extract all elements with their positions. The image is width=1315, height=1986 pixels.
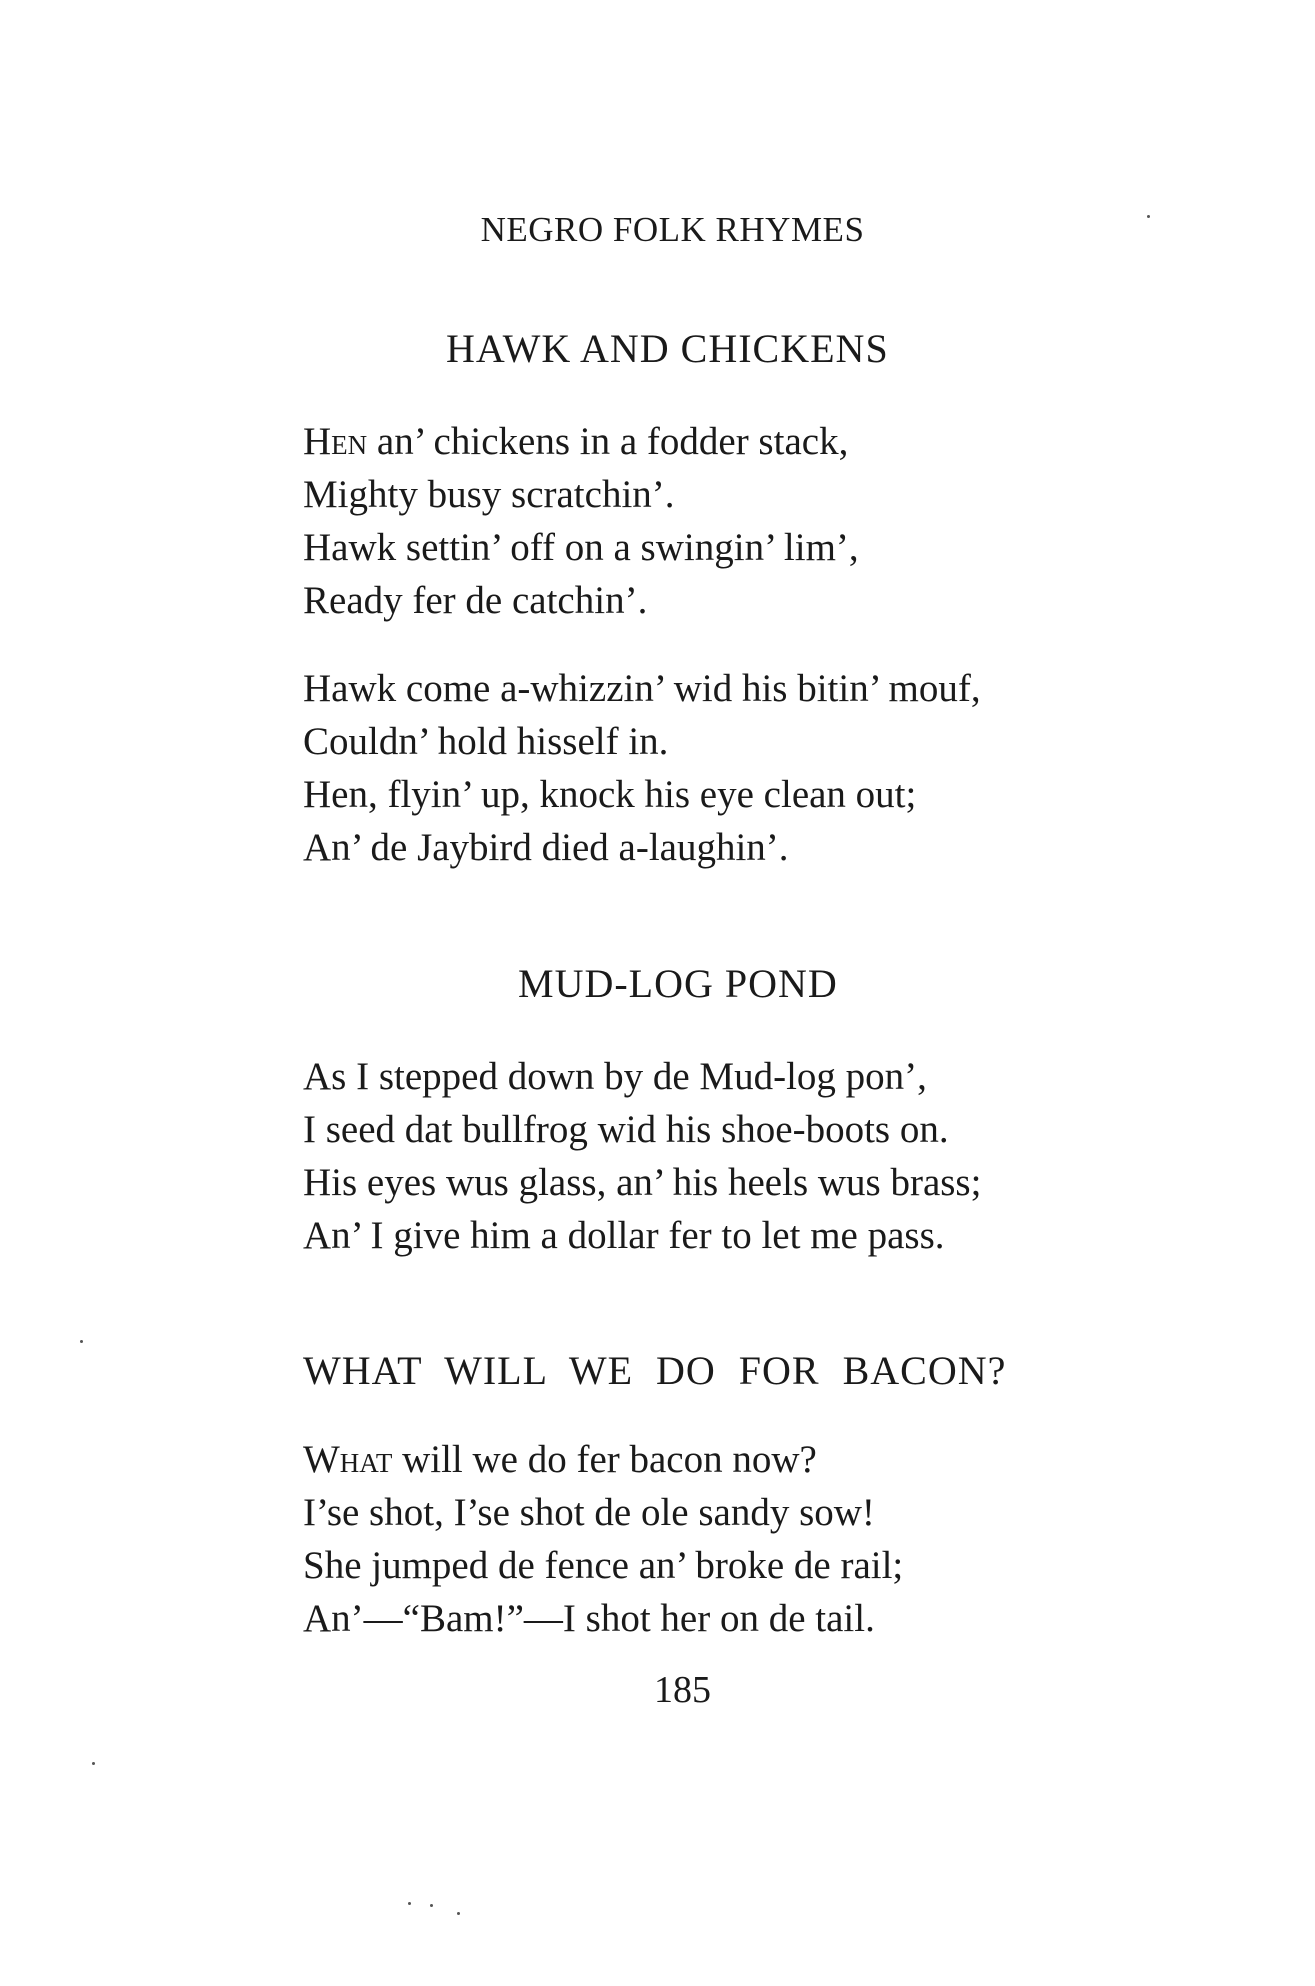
stanza — [303, 662, 981, 874]
verse-line: As I stepped down by de Mud-log pon’, — [303, 1055, 927, 1098]
scan-speck — [92, 1762, 95, 1765]
scan-speck — [80, 1340, 83, 1343]
stanza — [303, 415, 859, 627]
scan-speck — [430, 1904, 433, 1907]
stanza — [303, 1433, 903, 1645]
verse-line: Hawk come a-whizzin’ wid his bitin’ mouf, — [303, 667, 981, 710]
page-number: 185 — [654, 1669, 711, 1711]
verse-line: His eyes wus glass, an’ his heels wus brass; — [303, 1161, 982, 1204]
initial-word: Hen — [303, 420, 368, 463]
verse-line: Couldn’ hold hisself in. — [303, 720, 669, 763]
verse-line: Ready fer de catchin’. — [303, 579, 648, 622]
verse-line: She jumped de fence an’ broke de rail; — [303, 1544, 904, 1587]
verse-line: Hen, flyin’ up, knock his eye clean out; — [303, 773, 917, 816]
verse-line: I seed dat bullfrog wid his shoe-boots on. — [303, 1108, 949, 1151]
initial-word: What — [303, 1438, 393, 1481]
poem-title-hawk-and-chickens: HAWK AND CHICKENS — [446, 326, 889, 371]
verse-line — [303, 1433, 903, 1486]
verse-line — [303, 415, 859, 468]
poem-title-what-will-we-do-for-bacon: WHAT WILL WE DO FOR BACON? — [303, 1348, 1007, 1393]
verse-line: Mighty busy scratchin’. — [303, 473, 675, 516]
scan-speck — [457, 1912, 460, 1915]
running-head: NEGRO FOLK RHYMES — [480, 210, 865, 249]
verse-line-text: an’ chickens in a fodder stack, — [367, 420, 849, 463]
verse-line: An’—“Bam!”—I shot her on de tail. — [303, 1597, 875, 1640]
scan-speck — [1147, 215, 1150, 218]
poem-title-mud-log-pond: MUD-LOG POND — [518, 961, 838, 1006]
stanza — [303, 1050, 981, 1262]
verse-line: An’ de Jaybird died a-laughin’. — [303, 826, 789, 869]
verse-line: An’ I give him a dollar fer to let me pass. — [303, 1214, 945, 1257]
verse-line: I’se shot, I’se shot de ole sandy sow! — [303, 1491, 875, 1534]
scan-speck — [408, 1902, 411, 1905]
verse-line-text: will we do fer bacon now? — [392, 1438, 817, 1481]
verse-line: Hawk settin’ off on a swingin’ lim’, — [303, 526, 859, 569]
